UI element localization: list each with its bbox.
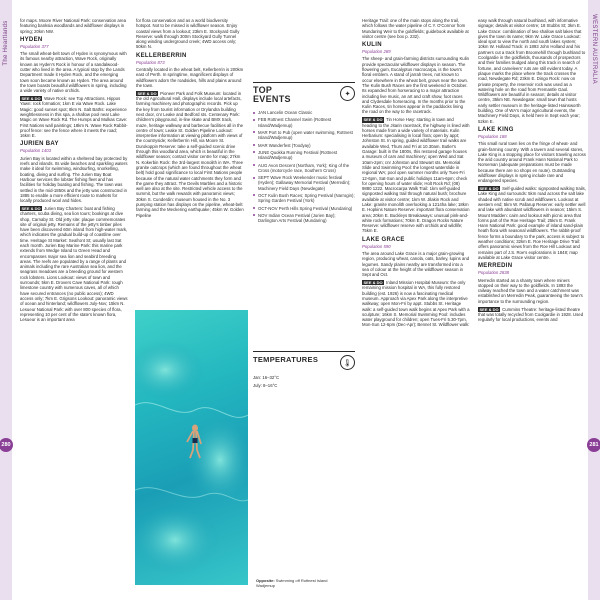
see-and-do-lake-grace: SEE & DO Inland Mission Hospital Museum: the only remaining mission hospital in WA, this fully restored building (est. 1926) is now a fascinating medical museum. Approach via Apex Park along the interpretive walkway; open Mon-Fri by appt. Stubbs St. Heritage walk: a self-guided town walk begins at Apex Park with a sculpture; 16km S. Memorial Swimming Pool: includes water playground for children; open Tues-Fri 5.30-7pm, Mon-Sun 12-6pm (Dec-Apr); Bennet St. Wildflower walk: [362,280,470,328]
paragraph: Merredin started as a shanty town where miners stopped on their way to the goldfields. In 1893 the railway reached the town and a water catchment was established on Merredin Peak, guaranteeing the town's importance to the surrounding region. [478,277,583,304]
column-5 [478,18,586,325]
top-events-box [253,82,355,226]
paragraph: The small wheat-belt town of Hyden is synonymous with its famous nearby attraction, Wave Rock, originally known as Hyden's Rock in honour of a sandalwood-cutter who lived in the area. A typical stop by the Lands Department made it Hyden Rock, and the emerging town soon became known as Hyden. The area around the town boasts beautiful wildflowers in spring, including a wide variety of native orchids. [20,51,127,94]
see-and-do-jurien-bay: SEE & DO Jurien Bay Charters: boat and fishing charters, scuba diving, sea lion tours; bookings at dive shop, Carnaby St. Old jetty site: plaque commemorates site of original jetty. Remains of the jetty's timber piles have been discovered 60m inland from high-water mark, which indicates the gradual build-up of coastline over time. Heritage St Market: Seafront St; usually last Sat each month. Jurien Bay Marine Park: this marine park extends from Wedge Island to Green Head and encompasses major sea lion and seabird breeding areas. The reefs are populated by a range of plants and animals including the rare Australian sea lion, and the seagrass meadows are a breeding ground for western rock lobsters. Lions Lookout: views of town and surrounds; 5km E. Drovers Cave National Park: rough limestone country with numerous caves, all of which have secured entrances (no public access); 4WD access only; 7km E. Grigsons Lookout: panoramic views of ocean and hinterland; wildflowers July-Nov; 15km N. Lesueur National Park: with over 800 species of flora, representing 10 per cent of the state's known flora, Lesueur is an important area [20,205,128,323]
heading-merredin: MERREDIN [478,263,513,270]
aerial-photo-swimmer [135,310,248,585]
see-do-badge: SEE & DO [137,90,157,96]
paragraph: Jurien Bay is located within a sheltered bay protected by reefs and islands. Its wide beaches and sparkling waters make it ideal for swimming, windsurfing, snorkelling, boating, diving and surfing. The Jurien Bay Boat Harbour services the lobster fishing fleet and has facilities for holiday boating and fishing. The town was settled in the mid-1850s and the jetty was constructed in 1885 to enable a more efficient route to markets for locally produced wool and hides. [20,155,128,204]
see-do-badge: SEE & DO [21,96,41,102]
population-lake-grace: Population 590 [362,243,391,249]
event-item: FEB Rottnest Channel Swim (Rottnest Island/Wadjemup) [253,117,355,127]
top-events-title: TOP EVENTS [253,85,291,104]
event-item: OCT-NOV Perth Hills Spring Festival (Mundaring) [253,206,355,211]
thermometer-icon: 🌡 [340,355,355,370]
heading-kulin: KULIN [362,42,382,49]
column-2 [136,18,244,220]
paragraph: for flora conservation and as a world biodiversity hotspot. Not to be missed is wildflower season. Enjoy coastal views from a lookout; 23km E. Stockyard Gully Reserve: walk through 300m Stockyard Gully Tunnel along winding underground creek; 4WD access only; 50km N. [136,18,240,50]
see-do-badge: SEE & DO [21,205,41,211]
see-do-badge: SEE & DO [363,280,383,286]
see-and-do-kellerberrin: SEE & DO Pioneer Park and Folk Museum: located in the old Agricultural Hall, displays include local artefacts, farming machinery and photographic records. Pick up the key from tourist information or Drylandra building next door, cnr Leake and Bedford sts. Centenary Park: children's playground, in-line skate and BMX track, maze, heritage walkway and barbecue facilities all in the centre of town; Leake St. Golden Pipeline Lookout: interpretive information at viewing platform with views of the countryside; Kellerberrin Hill, via Moore St. Durokoppin Reserve: take a self-guided scenic drive through this woodland area, which is beautiful in the wildflower season; contact visitor centre for map; 27km N. Kokerbin Rock: the 3rd-largest monolith in WA. Three granite outcrops (which are found throughout the wheat belt) hold good significance to local First Nations people because of the natural water catchments they form and the game they attract. The Devils Marbles and a historic well are also at the site. Restricted vehicle access to the summit, but the walk rewards with panoramic views; 30km S. Cunderdin: museum housed in the No. 3 pumping station has displays on the pipeline, wheat-belt farming and the Meckering earthquake; 45km W. Golden Pipeline [136,90,244,218]
heading-lake-grace: LAKE GRACE [362,236,405,243]
population-kulin: Population 289 [362,49,391,55]
paragraph: Heritage Trail: one of the main stops along the trail, which follows the water pipeline of C.Y. O'Connor from Mundaring Weir to the goldfields; guidebook available at visitor centre (see box p. 232). [362,18,469,39]
event-item: SEPT Wave Rock Weekender music festival (Hyden); Gallaway Memorial Festival (Merredin); Machinery Field Days (Newdegate) [253,175,355,191]
top-events-header [253,82,355,104]
paragraph: easy walk through natural bushland, with informative signage; details at visitor centre; 18 Stubbs St; 3km E. Lake Grace: combination of two shallow salt lakes that gives the town its name; 9km W. Lake Grace Lookout: ideal spot to view the north and south lakes system; 10km W. Holland Track: in 1893 John Holland and his partners cut a track from Broomehill through bushland to Coolgardie in the goldfields, thousands of prospectors and their families trudged along this track in search of fortune, and cameleers' ruts are still evident today. A plaque marks the place where the track crosses the road, Newdegate Rd; 23km E. Dingo Rock: now on private property, the reservoir rock was used as a watering hole on the road from Fremantle Gaol. Wildflowers are beautiful in season; details at visitor centre, 35km NE. Newdegate: small town that hosts early settler museum in the heritage-listed Hainsworth building. One of WA's major agricultural events, the Machinery Field Days, is held here in Sept each year; 52km E. [478,18,586,124]
event-item: AUG Avon Descent (Northam, York); King of the Cross (motorcycle race, Southern Cross) [253,163,355,173]
column-1 [20,18,128,325]
left-section-label: The Heartlands [3,20,9,66]
paragraph: This small rural town lies on the fringe of wheat- and grain-farming country. With a tavern and several stores, Lake King is a stopping place for visitors traveling across the arid country around Frank Hann National Park to Norseman (adequate preparations must be made because there are no shops en route). Outstanding wildflower displays in spring include rare and endangered species. [478,141,586,184]
left-edge-tab [0,0,12,600]
temperatures-box [253,351,355,390]
photo-illustration [135,310,248,585]
population-kellerberrin: Population 873 [136,59,165,65]
population-hyden: Population 377 [20,43,49,49]
see-do-badge: SEE & DO [479,306,499,312]
paragraph: The area around Lake Grace is a major grain-growing region, producing wheat, canola, oats, barley, lupins and legumes. Sandy plains nearby are transformed into a sea of colour at the height of the wildflower season in Sept and Oct. [362,251,470,278]
population-lake-king: Population 188 [478,133,507,139]
event-item: MAR Wanderfest (Toodyay) [253,143,355,148]
temperature-july: July: 8–16°C [253,383,278,388]
left-page-number: 280 [0,438,13,452]
paragraph: Centrally located in the wheat belt, Kellerberrin is 200km east of Perth. In springtime, magnificent displays of wildflowers adorn the roadsides, hills and plains around the town. [136,67,244,88]
heading-kellerberrin: KELLERBERRIN [136,52,187,59]
right-edge-tab [588,0,600,600]
population-merredin: Population 2838 [478,270,510,276]
see-do-badge: SEE & DO [479,186,499,192]
see-and-do-kulin: SEE & DO Tin Horse Hwy: starting in town and heading to the Jitarin racetrack, the highway is lined with horses made from a wide variety of materials. Kulin Herbarium: specialising in local flora; open by appt; Johnston St. In spring, guided wildflower trail walks are available Wed, Thurs and Fri at 10.30am. Butler's Garage: built in the 1800s, this restored garage houses a museum of cars and machinery; open Wed and Sat 10am-2pm; cnr Johnston and Stewart sts. Memorial Slide and Swimming Pool: the longest waterslide in regional WA; pool open summer months only Tues-Fri 12-6pm, Sat-Sun and public holidays 11am-6pm; check for opening hours of water slide; Holt Rock Rd; (08) 9880 1222. Macrocarpa Walk Trail: 1km self-guided signposted walking trail through natural bush; brochure available at visitor centre; 1km W. Jilakin Rock and Lake: granite monolith overlooking a 1214ha lake; 18km E. Hopkins Nature Reserve: important flora conservation area; 20km E. Buckleys Breakaways: unusual pink-and-white rock formations; 70km E. Dragon Rocks Nature Reserve: wildflower reserve with orchids and wildlife; 75km E. [362,117,470,234]
see-and-do-hyden: SEE & DO Wave Rock: see Top Attractions. Hippos Yawn: rock formation; 1km E via Wave Rock. Lake Magic: good sunset spot; 8km N. Salt Baths: experience weightlessness in this spa, a shallow pool near Lake Magic on Wave Rock Rd. The Humps and Mulkas Cave: First Nations wall paintings; 18km N. Wave Rock Rabbit-proof fence: see the fence where it meets the road; 16km E. [20,96,128,139]
right-section-label: WESTERN AUSTRALIA [591,14,597,84]
column-4 [362,18,470,330]
event-item: JUNE Quokka Running Festival (Rottnest Island/Wadjemup) [253,150,355,160]
photo-caption: Opposite: Swimming off Rottnest Island Wadjemup [256,578,328,588]
population-jurien-bay: Population 1403 [20,148,52,154]
event-item: OCT Kulin Bush Races; Spring Festival (Narrogin); Spring Garden Festival (York) [253,193,355,203]
see-and-do-lake-king: SEE & DO Self-guided walks: signposted walking trails, Lake King and surrounds: 5km road across the salt lake shaded with native scrub and wildflowers. Lookout at western end; 5km W. Pallarup Reserve: early settler well and lake with abundant wildflowers in season; 15km S. Mount Madden: cairn and lookout with picnic area that forms part of the Roe Heritage Trail; 25km E. Frank Hann National Park: good example of inland sand-plain heath flora with seasonal wildflowers. The rabbit-proof fence forms a boundary to the park, access is subject to weather conditions; 32km E. Roe Heritage Drive Trail: offers panoramic views from the Roe Hill Lookout and remains part of J.S. Roe's explorations in 1848; map available at Lake Grace visitor centre. [478,186,586,260]
temperatures-header [253,351,355,370]
event-item: MAR Port to Pub (open water swimming, Rottnest Island/Wadjemup) [253,130,355,140]
heading-jurien-bay: JURIEN BAY [20,141,59,148]
paragraph: for maps. Moore River National Park: conservation area featuring banksia woodlands and wildflower displays in spring; 20km NW. [20,18,127,34]
event-item: NOV Indian Ocean Festival (Jurien Bay); Darlington Arts Festival (Mundaring) [253,213,355,223]
heading-lake-king: LAKE KING [478,126,514,133]
see-do-badge: SEE & DO [363,117,383,123]
heading-hyden: HYDEN [20,36,43,43]
temperatures-title: TEMPERATURES [253,355,319,364]
right-page-number: 281 [587,438,600,452]
calendar-icon: ✦ [340,86,355,101]
events-list [253,110,355,223]
paragraph: The sheep- and grain-farming districts surrounding Kulin provide spectacular wildflower displays in season. The flowering gum, Eucalyptus macrocarpa, is the town's floral emblem. A stand of jarrah trees, not known to occur elsewhere in the wheat belt, grows near the town. The Kulin Bush Races are the first weekend in October. Its expanded from horseracing to a major attraction including live music, an art and craft show, foot races and Clydesdale horseracing. In the months prior to the Kulin Races, tin horses appear in the paddocks lining the road on the way to the racetrack. [362,56,469,115]
see-and-do-merredin: SEE & DO Cummins Theatre: heritage-listed theatre that was totally recycled from Coolgardie in 1928. Used regularly for local productions, events and [478,306,584,323]
temperature-jan: Jan: 16–32°C [253,375,280,380]
event-item: JAN Lancelin Ocean Classic [253,110,355,115]
